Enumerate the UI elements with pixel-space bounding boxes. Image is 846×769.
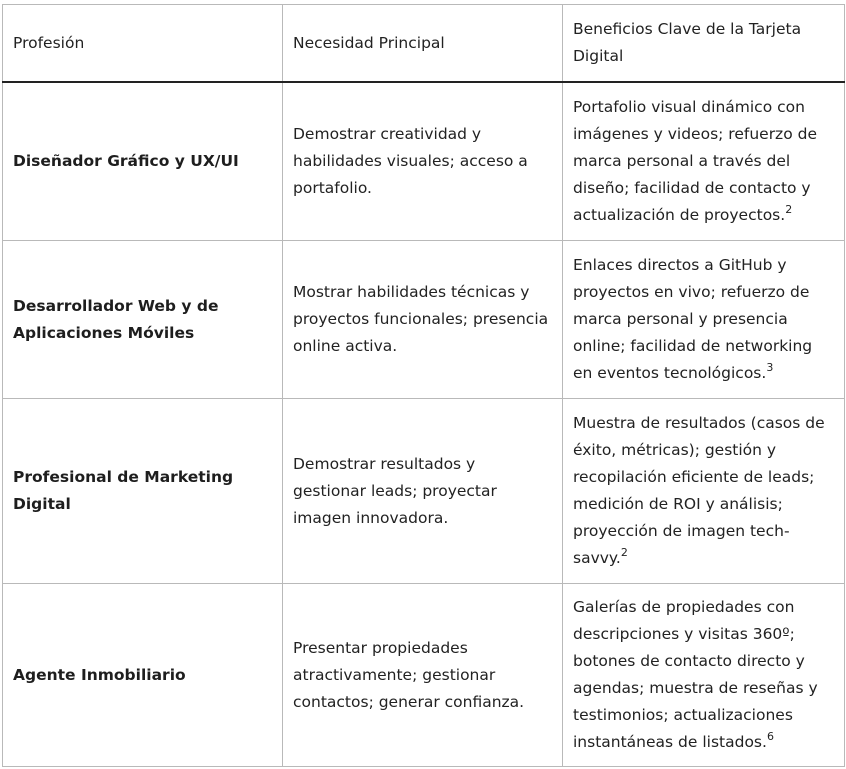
header-benefits: Beneficios Clave de la Tarjeta Digital [563,5,845,83]
citation-reference[interactable]: 6 [766,729,774,743]
need-cell: Mostrar habilidades técnicas y proyectos funcionales; presencia online activa. [283,241,563,399]
table-row [3,241,845,399]
need-cell: Demostrar resultados y gestionar leads; proyectar imagen innovadora. [283,399,563,584]
table-header-row [3,5,845,83]
benefits-text: Enlaces directos a GitHub y proyectos en vivo; refuerzo de marca personal y presencia online; facilidad de networking en eventos tecnológicos. [573,256,813,382]
need-cell: Demostrar creatividad y habilidades visuales; acceso a portafolio. [283,82,563,241]
benefits-cell [563,82,845,241]
profession-cell: Diseñador Gráfico y UX/UI [3,82,283,241]
header-need: Necesidad Principal [283,5,563,83]
profession-cell: Profesional de Marketing Digital [3,399,283,584]
profession-cell: Agente Inmobiliario [3,584,283,767]
benefits-text: Portafolio visual dinámico con imágenes y videos; refuerzo de marca personal a través del diseño; facilidad de contacto y actualización de proyectos. [573,98,817,224]
profession-cell: Desarrollador Web y de Aplicaciones Móviles [3,241,283,399]
benefits-cell [563,241,845,399]
need-cell: Presentar propiedades atractivamente; gestionar contactos; generar confianza. [283,584,563,767]
header-profession: Profesión [3,5,283,83]
table-row [3,82,845,241]
citation-reference[interactable]: 2 [785,202,793,216]
citation-reference[interactable]: 2 [620,545,628,559]
benefits-cell [563,584,845,767]
profession-benefits-table [2,4,845,767]
benefits-cell [563,399,845,584]
table-row [3,399,845,584]
citation-reference[interactable]: 3 [766,360,774,374]
benefits-text: Muestra de resultados (casos de éxito, métricas); gestión y recopilación eficiente de leads; medición de ROI y análisis; proyección de imagen tech-savvy. [573,414,825,567]
benefits-text: Galerías de propiedades con descripciones y visitas 360º; botones de contacto directo y agendas; muestra de reseñas y testimonios; actualizaciones instantáneas de listados. [573,598,818,751]
table-row [3,584,845,767]
